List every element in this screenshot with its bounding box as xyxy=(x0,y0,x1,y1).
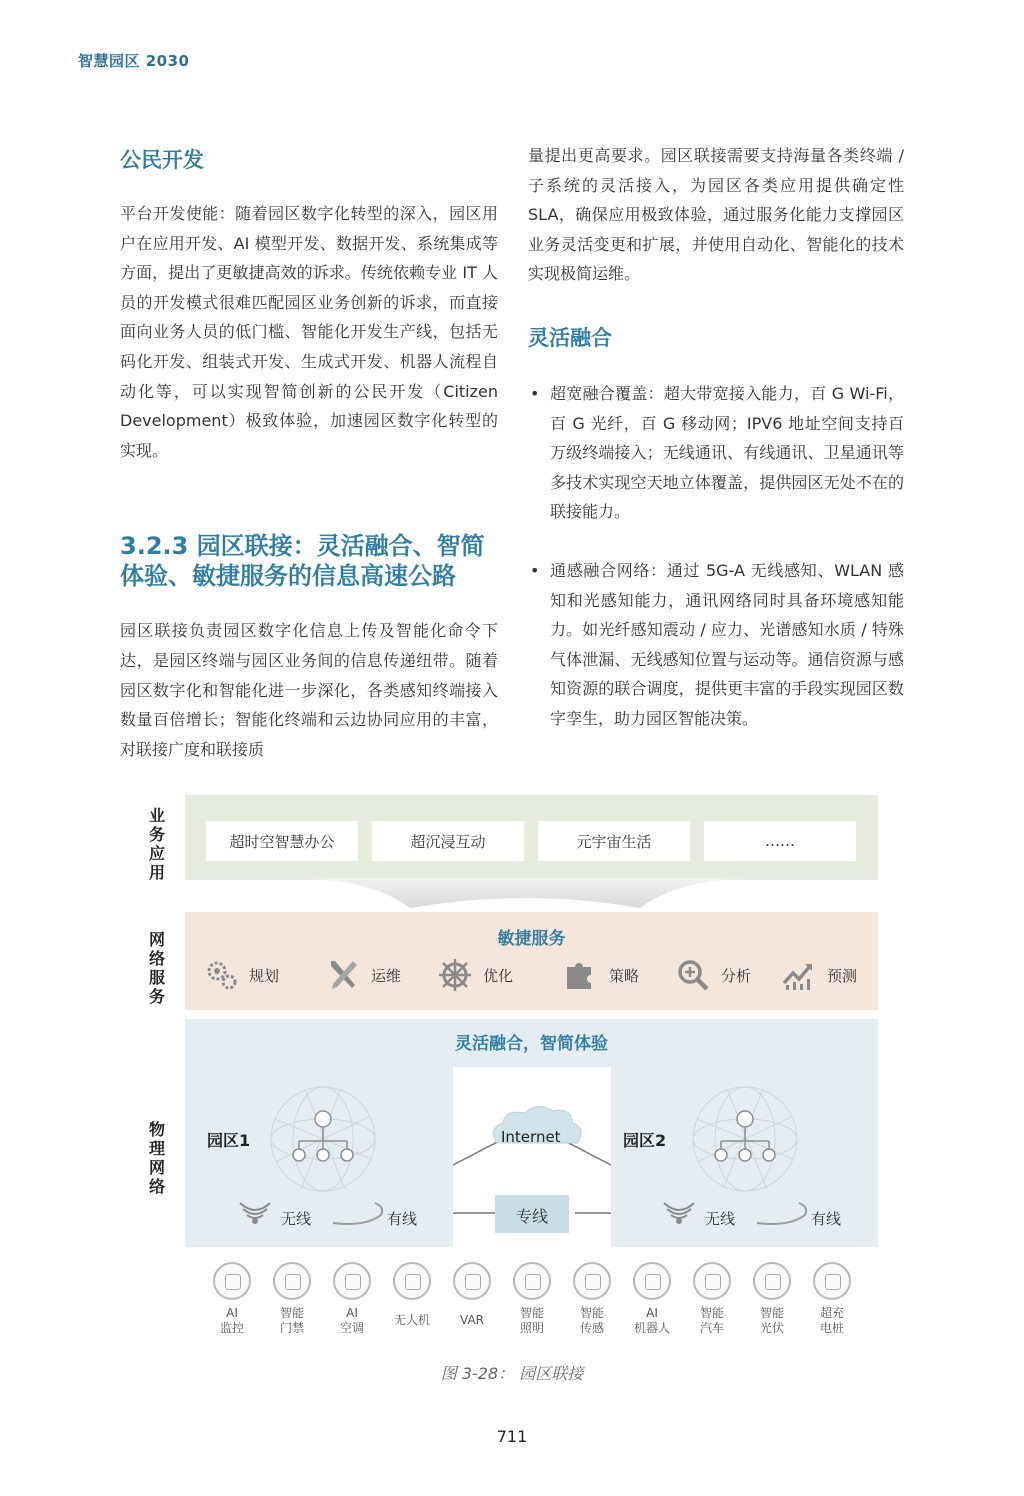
wireless-icon xyxy=(664,1203,694,1223)
section-title: 3.2.3 园区联接：灵活融合、智简体验、敏捷服务的信息高速公路 xyxy=(120,532,485,591)
wireless-icon xyxy=(240,1203,270,1223)
side-label-biz: 业 务 应 用 xyxy=(148,806,165,882)
bullet-ultra-broadband: • 超宽融合覆盖：超大带宽接入能力，百 G Wi-Fi，百 G 光纤，百 G 移动网；IPV6 地址空间支持百万级终端接入；无线通讯、有线通讯、卫星通讯等多技术实现空天地立体覆盖，提供园区无处不在的联接能力。 xyxy=(528,379,904,527)
private-line-label: 专线 xyxy=(516,1207,549,1226)
biz-app-box: 元宇宙生活 xyxy=(538,821,690,861)
park1-label: 园区1 xyxy=(207,1131,251,1150)
paragraph-platform-enablement: 平台开发使能：随着园区数字化转型的深入，园区用户在应用开发、AI 模型开发、数据开发、系统集成等方面，提出了更敏捷高效的诉求。传统依赖专业 IT 人员的开发模式很难匹配园区业务创新的诉求，而直接面向业务人员的低门槛、智能化开发生产线，包括无码化开发、组装式开发、生成式开发、机器人流程自动化等，可以实现智简创新的公民开发（Citizen Development）极致体验，加速园区数字化转型的实现。 xyxy=(120,204,498,460)
physical-network-band xyxy=(185,1019,878,1247)
wired-cable-icon xyxy=(757,1203,806,1224)
network-service-band xyxy=(185,912,878,1010)
trend-chart-icon xyxy=(781,957,817,993)
aircon-icon xyxy=(333,1262,371,1300)
wired-label-2: 有线 xyxy=(811,1210,842,1228)
right-column xyxy=(528,141,904,734)
device-smart-pv: 智能 光伏 xyxy=(746,1262,798,1336)
left-column xyxy=(120,144,498,764)
page-number: 711 xyxy=(496,1427,528,1446)
device-ai-aircon: AI 空调 xyxy=(326,1262,378,1336)
biz-app-box: …… xyxy=(704,821,856,861)
device-var: VAR xyxy=(446,1262,498,1328)
running-header: 智慧园区 2030 xyxy=(78,52,190,70)
service-item: 优化 xyxy=(437,956,513,994)
wireless-label-1: 无线 xyxy=(281,1210,312,1228)
gears-icon xyxy=(203,957,239,993)
service-item: 策略 xyxy=(563,956,639,994)
park-connection-diagram xyxy=(140,790,885,1350)
charger-icon xyxy=(813,1262,851,1300)
device-smart-door: 智能 门禁 xyxy=(266,1262,318,1336)
device-smart-sensor: 智能 传感 xyxy=(566,1262,618,1336)
subheading-citizen-dev: 公民开发 xyxy=(120,148,204,172)
service-item: 分析 xyxy=(675,956,751,994)
business-app-band xyxy=(185,795,878,880)
puzzle-icon xyxy=(563,957,599,993)
drone-icon xyxy=(393,1262,431,1300)
solar-icon xyxy=(753,1262,791,1300)
magnifier-icon xyxy=(675,957,711,993)
lamp-icon xyxy=(513,1262,551,1300)
service-item: 运维 xyxy=(325,956,401,994)
bullet-sensing-network: • 通感融合网络：通过 5G-A 无线感知、WLAN 感知和光感知能力，通讯网络同时具备环境感知能力。如光纤感知震动 / 应力、光谱感知水质 / 特殊气体泄漏、无线感知位置与运动等。通信资源与感知资源的联合调度，提供更丰富的手段实现园区数字孪生，助力园区智能决策。 xyxy=(528,556,904,734)
biz-app-box: 超时空智慧办公 xyxy=(206,821,358,861)
door-icon xyxy=(273,1262,311,1300)
side-label-svc: 网 络 服 务 xyxy=(148,930,165,1006)
internet-label: Internet xyxy=(501,1128,561,1146)
connector-arch xyxy=(290,878,760,914)
device-smart-car: 智能 汽车 xyxy=(686,1262,738,1336)
car-icon xyxy=(693,1262,731,1300)
robot-icon xyxy=(633,1262,671,1300)
device-super-charger: 超充 电桩 xyxy=(806,1262,858,1336)
service-item: 预测 xyxy=(781,956,857,994)
paragraph-park-connection: 园区联接负责园区数字化信息上传及智能化命令下达，是园区终端与园区业务间的信息传递纽带。随着园区数字化和智能化进一步深化，各类感知终端接入数量百倍增长；智能化终端和云边协同应用的丰富，对联接广度和联接质 xyxy=(120,621,498,759)
device-smart-lighting: 智能 照明 xyxy=(506,1262,558,1336)
vr-headset-icon xyxy=(453,1262,491,1300)
wired-cable-icon xyxy=(333,1203,382,1224)
camera-icon xyxy=(213,1262,251,1300)
paragraph-continued: 量提出更高要求。园区联接需要支持海量各类终端 / 子系统的灵活接入，为园区各类应用提供确定性 SLA，确保应用极致体验，通过服务化能力支撑园区业务灵活变更和扩展，并使用自动化、智能化的技术实现极简运维。 xyxy=(528,146,904,284)
park1-org-tree xyxy=(293,1111,353,1161)
tools-icon xyxy=(325,957,361,993)
subheading-flexible-fusion: 灵活融合 xyxy=(528,325,612,350)
wireless-label-2: 无线 xyxy=(705,1210,736,1228)
park2-label: 园区2 xyxy=(623,1131,667,1150)
side-label-phy: 物 理 网 络 xyxy=(148,1120,165,1196)
biz-app-box: 超沉浸互动 xyxy=(372,821,524,861)
service-item: 规划 xyxy=(203,956,279,994)
park2-org-tree xyxy=(715,1111,775,1161)
sensor-icon xyxy=(573,1262,611,1300)
wired-label-1: 有线 xyxy=(387,1210,418,1228)
figure-caption: 图 3-28： 园区联接 xyxy=(440,1364,584,1383)
device-drone: 无人机 xyxy=(386,1262,438,1328)
physical-title: 灵活融合，智简体验 xyxy=(455,1034,608,1054)
device-ai-camera: AI 监控 xyxy=(206,1262,258,1336)
device-ai-robot: AI 机器人 xyxy=(626,1262,678,1336)
helm-icon xyxy=(437,957,473,993)
service-title: 敏捷服务 xyxy=(497,929,566,949)
